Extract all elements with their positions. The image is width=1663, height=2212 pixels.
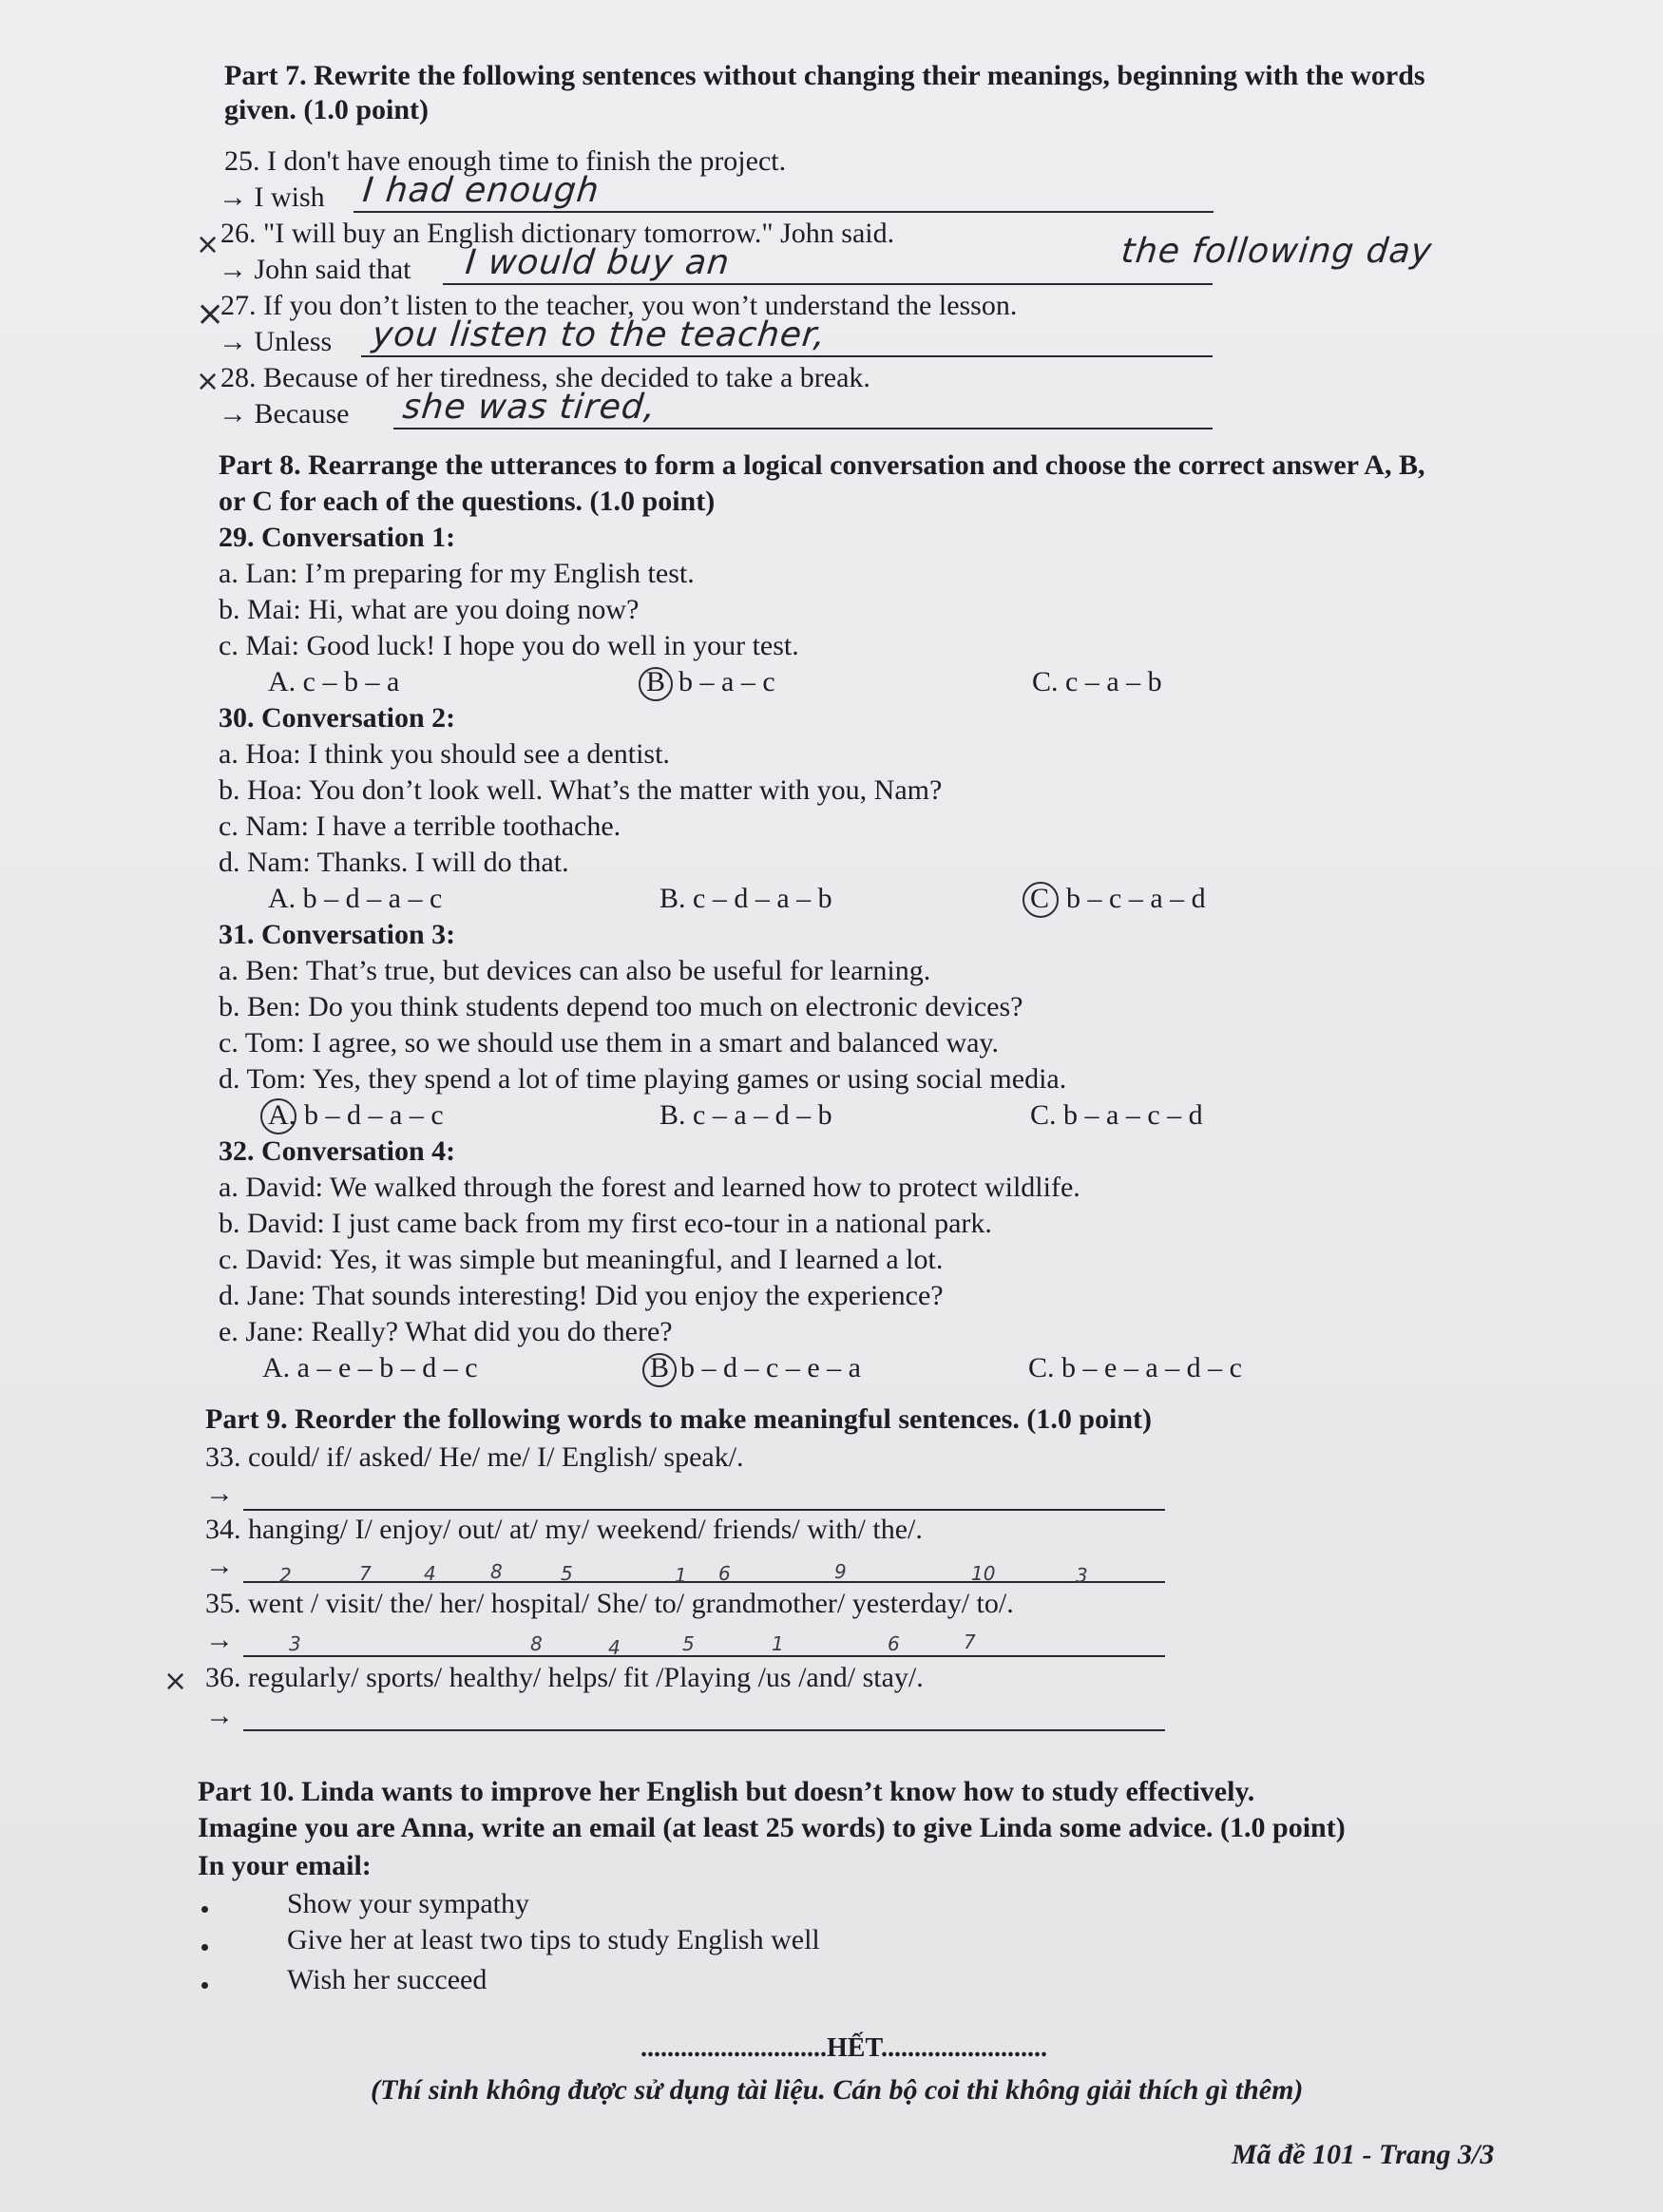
q34-order-mark: 2 [279,1564,292,1587]
q34-arrow: → [205,1550,234,1581]
bullet-icon [201,1944,208,1951]
q34-order-mark: 5 [561,1562,573,1585]
q34-text: 34. hanging/ I/ enjoy/ out/ at/ my/ weekend/ friends/ with/ the/. [205,1514,923,1545]
q27-handwritten-answer: you listen to the teacher, [370,315,829,354]
bullet-icon [201,1982,208,1989]
q30-option-a[interactable]: A. b – d – a – c [268,883,443,914]
q35-order-mark: 3 [289,1632,301,1655]
q31-option-b[interactable]: B. c – a – d – b [659,1099,832,1131]
part10-bullet-2: Give her at least two tips to study English well [287,1924,820,1955]
q33-text: 33. could/ if/ asked/ He/ me/ I/ English/ speak/. [205,1441,744,1473]
q32-option-c[interactable]: C. b – e – a – d – c [1028,1352,1242,1383]
q36-text: 36. regularly/ sports/ healthy/ helps/ fit /Playing /us /and/ stay/. [205,1662,924,1693]
part8-title-cont: or C for each of the questions. (1.0 point) [219,486,716,517]
q32-option-b-letter[interactable]: B [650,1352,670,1383]
q31-line-d: d. Tom: Yes, they spend a lot of time playing games or using social media. [219,1063,1067,1095]
q35-order-mark: 5 [682,1632,695,1655]
q31-option-a-letter[interactable]: A. [268,1099,296,1131]
q32-line-d: d. Jane: That sounds interesting! Did you enjoy the experience? [219,1280,944,1311]
q32-heading: 32. Conversation 4: [219,1135,456,1167]
q29-heading: 29. Conversation 1: [219,522,456,553]
end-marker: ............................HẾT......................... [640,2033,1048,2063]
q31-heading: 31. Conversation 3: [219,919,456,950]
part7-title-cont: given. (1.0 point) [224,94,430,125]
footer-note: (Thí sinh không được sử dụng tài liệu. Cán bộ coi thi không giải thích gì thêm) [371,2074,1304,2106]
q30-line-d: d. Nam: Thanks. I will do that. [219,847,569,878]
q34-order-mark: 9 [834,1560,847,1583]
part10-bullet-3: Wish her succeed [287,1964,487,1995]
q35-order-mark: 7 [964,1630,976,1653]
part8-title: Part 8. Rearrange the utterances to form a logical conversation and choose the correct answer A, B, [219,449,1425,481]
q35-order-mark: 4 [608,1636,621,1659]
q28-handwritten-answer: she was tired, [400,388,659,427]
part10-title: Part 10. Linda wants to improve her English but doesn’t know how to study effectively. [198,1776,1255,1807]
q31-option-c[interactable]: C. b – a – c – d [1030,1099,1203,1131]
q35-order-mark: 8 [530,1632,543,1655]
q33-arrow: → [205,1478,234,1509]
q25-text: 25. I don't have enough time to finish the project. [224,145,787,177]
q32-line-e: e. Jane: Really? What did you do there? [219,1316,673,1347]
q30-option-c[interactable]: b – c – a – d [1066,883,1206,914]
q35-answer-line[interactable] [243,1655,1165,1657]
part10-title-cont: Imagine you are Anna, write an email (at least 25 words) to give Linda some advice. (1.0 point) [198,1812,1346,1843]
x-mark-icon: ⨯ [196,295,225,334]
q28-prompt: → Because [219,398,350,429]
q30-option-c-letter[interactable]: C [1030,883,1050,914]
part9-title: Part 9. Reorder the following words to make meaningful sentences. (1.0 point) [205,1403,1153,1435]
q30-line-a: a. Hoa: I think you should see a dentist. [219,738,670,770]
q29-option-a[interactable]: A. c – b – a [268,666,400,697]
q25-prompt: → I wish [219,181,325,213]
q31-option-a[interactable]: b – d – a – c [304,1099,444,1131]
q34-order-mark: 1 [675,1564,687,1587]
q32-line-b: b. David: I just came back from my first eco-tour in a national park. [219,1208,992,1239]
q31-line-c: c. Tom: I agree, so we should use them in a smart and balanced way. [219,1027,999,1058]
q30-option-b[interactable]: B. c – d – a – b [659,883,832,914]
q26-text: 26. "I will buy an English dictionary tomorrow." John said. [220,218,895,249]
q34-order-mark: 7 [359,1562,372,1585]
q32-line-c: c. David: Yes, it was simple but meaningful, and I learned a lot. [219,1244,944,1275]
q34-order-mark: 10 [971,1562,996,1585]
x-mark-icon: × [163,1665,188,1698]
q33-answer-line[interactable] [243,1509,1165,1511]
q30-line-b: b. Hoa: You don’t look well. What’s the matter with you, Nam? [219,774,943,806]
q34-order-mark: 8 [490,1560,503,1583]
q30-line-c: c. Nam: I have a terrible toothache. [219,810,621,842]
q35-order-mark: 1 [772,1632,784,1655]
part10-subheading: In your email: [198,1850,372,1881]
q35-text: 35. went / visit/ the/ her/ hospital/ She/ to/ grandmother/ yesterday/ to/. [205,1588,1014,1619]
q29-option-b[interactable]: b – a – c [679,666,775,697]
page-number: Mã đề 101 - Trang 3/3 [1232,2139,1495,2170]
q28-text: 28. Because of her tiredness, she decided to take a break. [220,362,870,393]
q34-answer-line[interactable] [243,1581,1165,1583]
part7-title: Part 7. Rewrite the following sentences without changing their meanings, beginning with the words [224,60,1425,91]
q34-order-mark: 6 [718,1562,731,1585]
q27-prompt: → Unless [219,326,333,357]
q35-order-mark: 6 [888,1632,900,1655]
q25-answer-line[interactable] [354,211,1214,213]
q30-heading: 30. Conversation 2: [219,702,456,734]
q31-line-b: b. Ben: Do you think students depend too much on electronic devices? [219,991,1023,1022]
bullet-icon [201,1906,208,1913]
q26-handwritten-answer: I would buy an [463,243,733,282]
q32-option-a[interactable]: A. a – e – b – d – c [262,1352,478,1383]
q29-line-b: b. Mai: Hi, what are you doing now? [219,594,640,625]
q36-arrow: → [205,1700,234,1731]
q28-answer-line[interactable] [393,428,1213,429]
q34-order-mark: 4 [424,1562,436,1585]
q25-handwritten-answer: I had enough [360,171,602,210]
x-mark-icon: × [196,365,220,398]
q27-answer-line[interactable] [361,355,1213,357]
q29-line-c: c. Mai: Good luck! I hope you do well in your test. [219,630,799,661]
q35-arrow: → [205,1624,234,1655]
q31-line-a: a. Ben: That’s true, but devices can also be useful for learning. [219,955,931,986]
q26-answer-line[interactable] [443,283,1213,285]
q32-option-b[interactable]: b – d – c – e – a [680,1352,861,1383]
q26-handwritten-answer-cont: the following day [1118,232,1435,271]
q26-prompt: → John said that [219,254,411,285]
q29-line-a: a. Lan: I’m preparing for my English test. [219,558,695,589]
q34-order-mark: 3 [1076,1564,1088,1587]
x-mark-icon: × [196,228,220,261]
q29-option-c[interactable]: C. c – a – b [1032,666,1162,697]
q36-answer-line[interactable] [243,1729,1165,1731]
q29-option-b-letter[interactable]: B [646,666,666,697]
part10-bullet-1: Show your sympathy [287,1888,529,1919]
q27-text: 27. If you don’t listen to the teacher, you won’t understand the lesson. [220,290,1018,321]
q32-line-a: a. David: We walked through the forest and learned how to protect wildlife. [219,1172,1080,1203]
